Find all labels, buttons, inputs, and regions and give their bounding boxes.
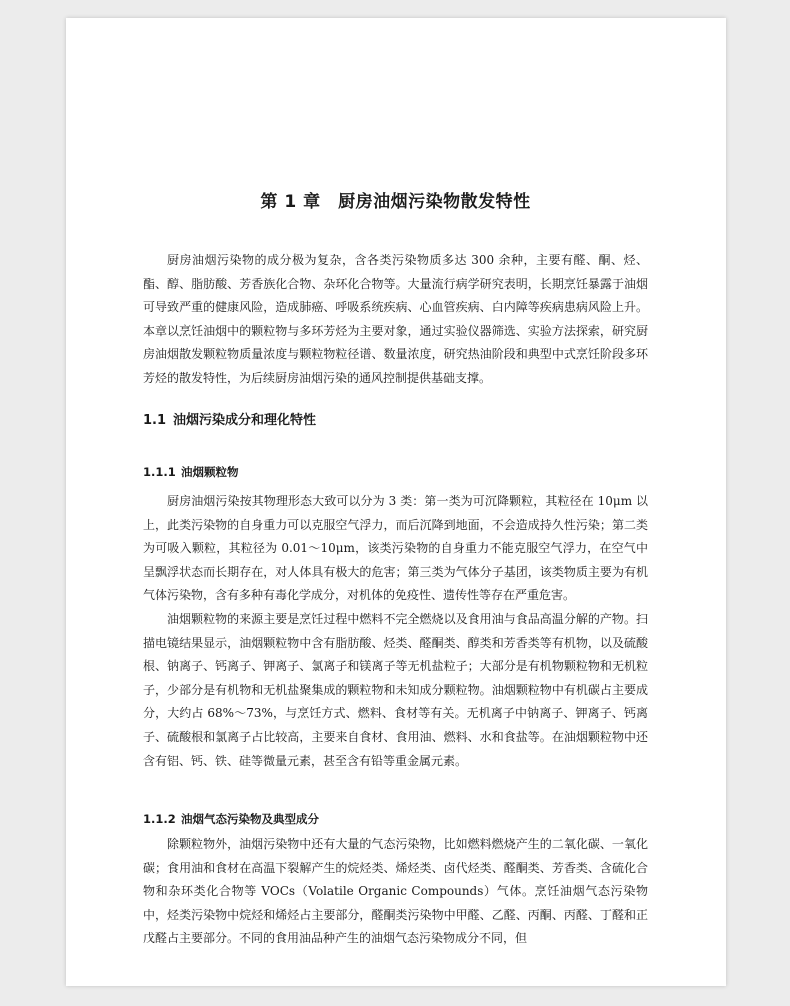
subsection-title: 油烟颗粒物 — [181, 465, 239, 479]
section-number: 1.1 — [143, 413, 167, 428]
subsection-body-1-1-2 — [143, 833, 648, 951]
subsection-heading-1-1-1 — [143, 463, 239, 481]
chapter-intro — [143, 249, 648, 391]
subsection-heading-1-1-2 — [143, 810, 319, 828]
section-title: 油烟污染成分和理化特性 — [173, 413, 317, 428]
document-page — [66, 18, 726, 986]
body-paragraph: 除颗粒物外，油烟污染物中还有大量的气态污染物，比如燃料燃烧产生的二氧化碳、一氧化碳；食用油和食材在高温下裂解产生的烷烃类、烯烃类、卤代烃类、醛酮类、芳香类、含硫化合物和杂环类化合物等 VOCs（Volatile Organic Compounds）气体。烹饪油烟气态污染物中，烃类污染物中烷烃和烯烃占主要部分，醛酮类污染物中甲醛、乙醛、丙酮、丙醛、丁醛和正戊醛占主要部分。不同的食用油品种产生的油烟气态污染物成分不同，但 — [143, 837, 648, 946]
section-heading-1-1 — [143, 411, 316, 431]
subsection-number: 1.1.1 — [143, 465, 176, 479]
subsection-number: 1.1.2 — [143, 812, 176, 826]
subsection-title: 油烟气态污染物及典型成分 — [181, 812, 319, 826]
subsection-body-1-1-1 — [143, 490, 648, 773]
intro-paragraph: 厨房油烟污染物的成分极为复杂，含各类污染物质多达 300 余种，主要有醛、酮、烃、酯、醇、脂肪酸、芳香族化合物、杂环化合物等。大量流行病学研究表明，长期烹饪暴露于油烟可导致严重的健康风险，造成肺癌、呼吸系统疾病、心血管疾病、白内障等疾病患病风险上升。本章以烹饪油烟中的颗粒物与多环芳烃为主要对象，通过实验仪器筛选、实验方法探索，研究厨房油烟散发颗粒物质量浓度与颗粒物粒径谱、数量浓度，研究热油阶段和典型中式烹饪阶段多环芳烃的散发特性，为后续厨房油烟污染的通风控制提供基础支撑。 — [143, 253, 648, 385]
chapter-title: 第 1 章 厨房油烟污染物散发特性 — [260, 192, 531, 212]
body-paragraph: 油烟颗粒物的来源主要是烹饪过程中燃料不完全燃烧以及食用油与食品高温分解的产物。扫描电镜结果显示，油烟颗粒物中含有脂肪酸、烃类、醛酮类、醇类和芳香类等有机物，以及硫酸根、钠离子、钙离子、钾离子、氯离子和镁离子等无机盐粒子；大部分是有机物颗粒物和无机粒子，少部分是有机物和无机盐聚集成的颗粒物和未知成分颗粒物。油烟颗粒物中有机碳占主要成分，大约占 68%～73%，与烹饪方式、燃料、食材等有关。无机离子中钠离子、钾离子、钙离子、硫酸根和氯离子占比较高，主要来自食材、食用油、燃料、水和食盐等。在油烟颗粒物中还含有铝、钙、铁、硅等微量元素，甚至含有铅等重金属元素。 — [143, 611, 648, 768]
body-paragraph: 厨房油烟污染按其物理形态大致可以分为 3 类：第一类为可沉降颗粒，其粒径在 10μm 以上，此类污染物的自身重力可以克服空气浮力，而后沉降到地面，不会造成持久性污染；第二类为可吸入颗粒，其粒径为 0.01～10μm，该类污染物的自身重力不能克服空气浮力，在空气中呈飘浮状态而长期存在，对人体具有极大的危害；第三类为气体分子基团，该类物质主要为有机气体污染物，含有多种有毒化学成分，对机体的免疫性、遗传性等存在严重危害。 — [143, 494, 648, 603]
